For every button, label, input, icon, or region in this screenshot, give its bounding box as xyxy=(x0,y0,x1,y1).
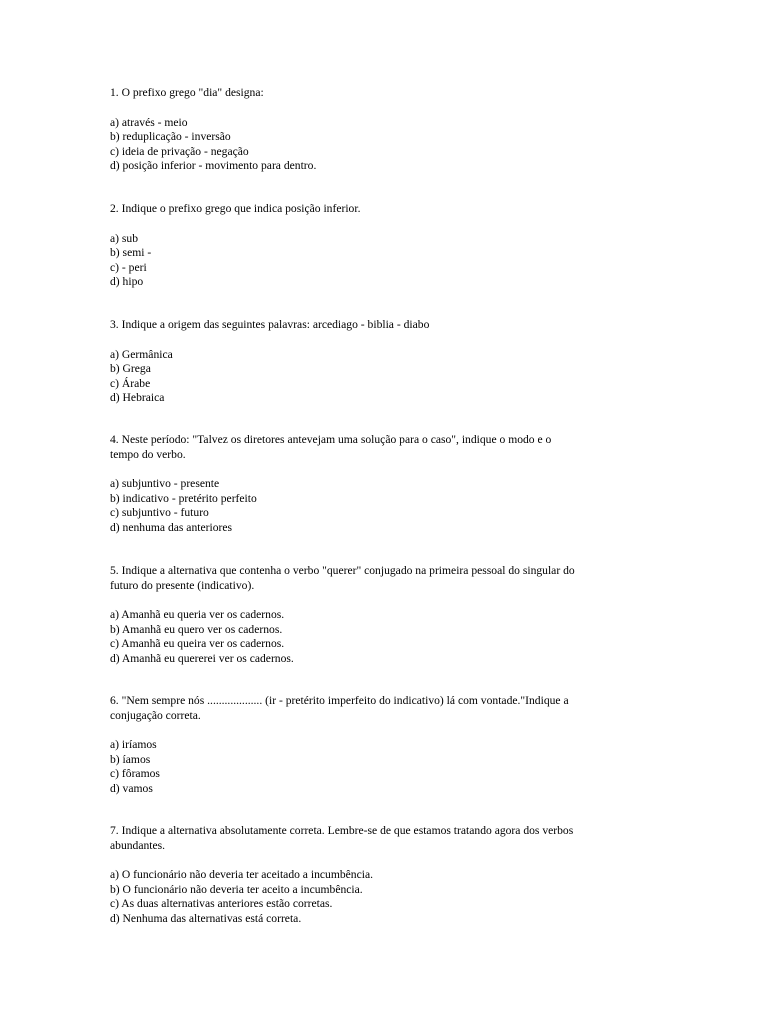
question-text: 7. Indique a alternativa absolutamente correta. Lembre-se de que estamos tratando agora dos verbos abundantes. xyxy=(110,824,574,852)
option-c: c) - peri xyxy=(110,260,147,274)
option-a: a) sub xyxy=(110,231,139,245)
question-4 xyxy=(110,433,580,536)
option-d: d) posição inferior - movimento para dentro. xyxy=(110,159,317,173)
option-list xyxy=(110,868,580,926)
question-text: 5. Indique a alternativa que contenha o verbo "querer" conjugado na primeira pessoal do singular do futuro do presente (indicativo). xyxy=(110,564,575,592)
option-b: b) semi - xyxy=(110,246,152,260)
option-list xyxy=(110,477,580,535)
option-c: c) subjuntivo - futuro xyxy=(110,506,209,520)
question-text: 1. O prefixo grego "dia" designa: xyxy=(110,86,264,99)
option-c: c) Amanhã eu queira ver os cadernos. xyxy=(110,637,285,651)
question-5 xyxy=(110,564,580,667)
option-b: b) Amanhã eu quero ver os cadernos. xyxy=(110,622,283,636)
option-b: b) O funcionário não deveria ter aceito a incumbência. xyxy=(110,882,363,896)
question-6 xyxy=(110,694,580,797)
option-d: d) nenhuma das anteriores xyxy=(110,520,233,534)
option-a: a) subjuntivo - presente xyxy=(110,477,220,491)
question-1 xyxy=(110,86,580,174)
question-text: 3. Indique a origem das seguintes palavras: arcediago - biblia - diabo xyxy=(110,318,430,331)
question-text: 4. Neste período: "Talvez os diretores antevejam uma solução para o caso", indique o modo e o tempo do verbo. xyxy=(110,433,552,461)
option-list xyxy=(110,232,580,290)
option-list xyxy=(110,116,580,174)
question-7 xyxy=(110,824,580,927)
option-a: a) Amanhã eu queria ver os cadernos. xyxy=(110,608,285,622)
option-d: d) Hebraica xyxy=(110,391,165,405)
option-b: b) reduplicação - inversão xyxy=(110,130,231,144)
option-list xyxy=(110,738,580,796)
option-a: a) O funcionário não deveria ter aceitado a incumbência. xyxy=(110,868,373,882)
option-c: c) ideia de privação - negação xyxy=(110,144,249,158)
option-a: a) iríamos xyxy=(110,738,157,752)
option-b: b) indicativo - pretérito perfeito xyxy=(110,491,257,505)
question-2 xyxy=(110,202,580,290)
question-text: 6. "Nem sempre nós ................... (ir - pretérito imperfeito do indicativo) lá com vontade."Indique a conjugação correta. xyxy=(110,694,569,722)
option-d: d) Nenhuma das alternativas está correta. xyxy=(110,911,302,925)
question-3 xyxy=(110,318,580,406)
option-list xyxy=(110,608,580,666)
option-d: d) vamos xyxy=(110,781,153,795)
option-a: a) através - meio xyxy=(110,115,188,129)
option-c: c) fôramos xyxy=(110,767,160,781)
option-b: b) íamos xyxy=(110,752,151,766)
option-c: c) As duas alternativas anteriores estão corretas. xyxy=(110,897,333,911)
option-a: a) Germânica xyxy=(110,347,173,361)
option-b: b) Grega xyxy=(110,362,151,376)
option-c: c) Árabe xyxy=(110,376,151,390)
option-d: d) hipo xyxy=(110,275,144,289)
question-text: 2. Indique o prefixo grego que indica posição inferior. xyxy=(110,202,361,215)
option-list xyxy=(110,348,580,406)
option-d: d) Amanhã eu quererei ver os cadernos. xyxy=(110,651,294,665)
